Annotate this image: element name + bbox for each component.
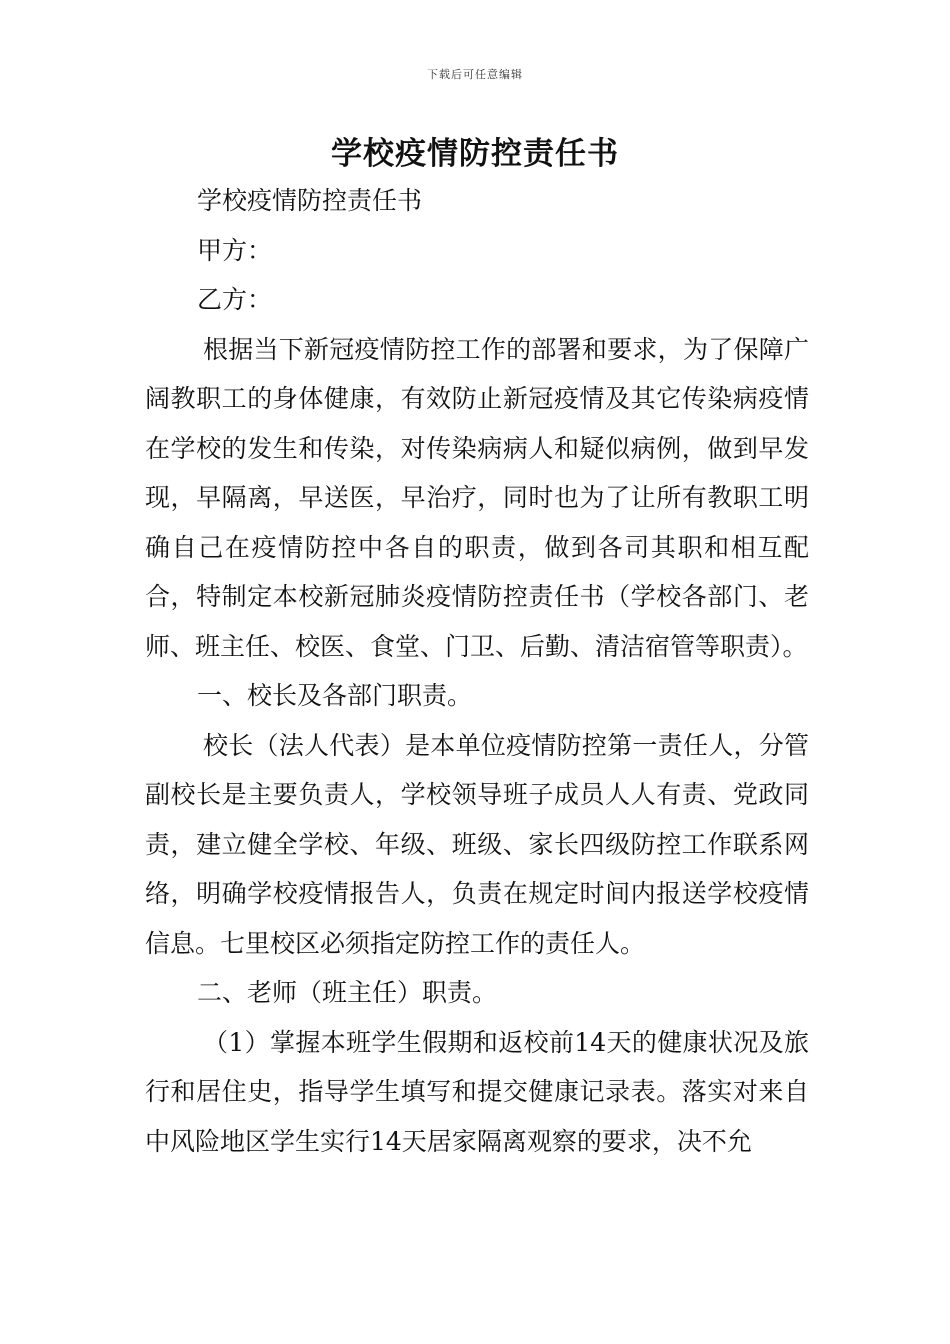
document-body [145, 176, 809, 1166]
party-a-line: 甲方： [197, 235, 273, 265]
intro-paragraph: 根据当下新冠疫情防控工作的部署和要求，为了保障广阔教职工的身体健康，有效防止新冠疫情及其它传染病疫情在学校的发生和传染，对传染病病人和疑似病例，做到早发现，早隔离，早送医，早治疗，同时也为了让所有教职工明确自己在疫情防控中各自的职责，做到各司其职和相互配合，特制定本校新冠肺炎疫情防控责任书（学校各部门、老师、班主任、校医、食堂、门卫、后勤、清洁宿管等职责）。 [145, 334, 809, 661]
subtitle-line: 学校疫情防控责任书 [197, 186, 423, 215]
section-heading-1: 一、校长及各部门职责。 [197, 681, 473, 710]
document-title: 学校疫情防控责任书 [331, 136, 619, 172]
section-heading-2: 二、老师（班主任）职责。 [197, 978, 498, 1007]
party-b-line: 乙方： [197, 285, 273, 314]
principal-duties-paragraph: 校长（法人代表）是本单位疫情防控第一责任人，分管副校长是主要负责人，学校领导班子成员人人有责、党政同责，建立健全学校、年级、班级、家长四级防控工作联系网络，明确学校疫情报告人，负责在规定时间内报送学校疫情信息。七里校区必须指定防控工作的责任人。 [145, 730, 809, 958]
header-note: 下载后可任意编辑 [427, 68, 523, 81]
teacher-duty-item-1: （1）掌握本班学生假期和返校前14天的健康状况及旅行和居住史，指导学生填写和提交健康记录表。落实对来自中风险地区学生实行14天居家隔离观察的要求，决不允 [145, 1027, 809, 1156]
